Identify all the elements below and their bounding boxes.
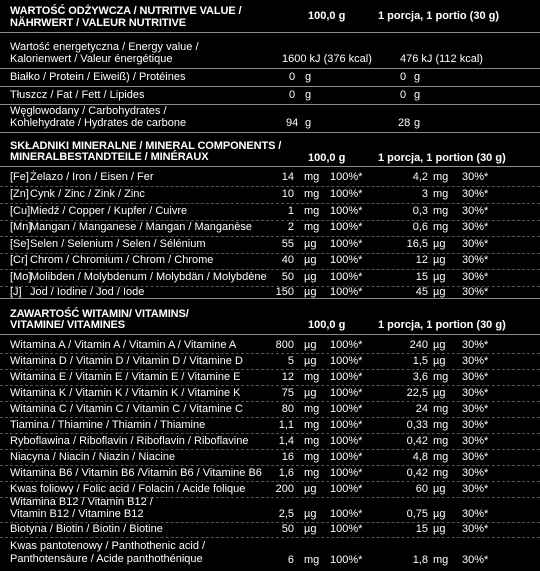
table-row xyxy=(0,253,540,268)
unit-100g: g xyxy=(305,89,312,101)
mineral-symbol: [J] xyxy=(10,286,22,298)
unit-100g: mg xyxy=(304,205,320,217)
unit-100g: g xyxy=(305,71,312,83)
percent-portion: 30%* xyxy=(462,221,489,233)
value-portion: 240 xyxy=(409,339,428,351)
table-row xyxy=(0,418,540,433)
unit-100g: µg xyxy=(304,355,317,367)
value-portion: 60 xyxy=(415,483,428,495)
unit-portion: mg xyxy=(433,435,449,447)
value-portion: 16,5 xyxy=(406,238,428,250)
percent-portion: 30%* xyxy=(462,371,489,383)
value-portion: 45 xyxy=(415,286,428,298)
table-row xyxy=(0,354,540,369)
unit-100g: mg xyxy=(304,419,320,431)
percent-100g: 100%* xyxy=(330,371,363,383)
vitamins-col-portion: 1 porcja, 1 portion (30 g) xyxy=(378,319,506,331)
unit-portion: mg xyxy=(433,467,449,479)
percent-100g: 100%* xyxy=(330,339,363,351)
unit-100g: µg xyxy=(304,483,317,495)
value-portion: 24 xyxy=(415,403,428,415)
value-100g: 80 xyxy=(281,403,294,415)
percent-100g: 100%* xyxy=(330,286,363,298)
table-row xyxy=(0,450,540,465)
value-100g: 50 xyxy=(281,523,294,535)
unit-portion: mg xyxy=(433,451,449,463)
unit-portion: mg xyxy=(433,554,449,566)
percent-portion: 30%* xyxy=(462,188,489,200)
table-row xyxy=(0,220,540,235)
percent-100g: 100%* xyxy=(330,508,363,520)
row-label: Chrom / Chromium / Chrom / Chrome xyxy=(30,254,214,266)
value-portion: 4,2 xyxy=(412,171,428,183)
unit-100g: mg xyxy=(304,435,320,447)
unit-portion: g xyxy=(414,89,421,101)
value-100g: 2,5 xyxy=(278,508,294,520)
value-100g: 55 xyxy=(281,238,294,250)
minerals-title-line1: SKŁADNIKI MINERALNE / MINERAL COMPONENTS / xyxy=(10,140,282,152)
row-label: Żelazo / Iron / Eisen / Fer xyxy=(30,171,154,183)
percent-portion: 30%* xyxy=(462,286,489,298)
table-row xyxy=(0,237,540,252)
percent-portion: 30%* xyxy=(462,554,489,566)
unit-portion: mg xyxy=(433,221,449,233)
mineral-symbol: [Cu] xyxy=(10,205,31,217)
divider xyxy=(0,86,540,87)
percent-portion: 30%* xyxy=(462,254,489,266)
value-portion: 4,8 xyxy=(412,451,428,463)
row-label: Witamina D / Vitamin D / Vitamin D / Vitamine D xyxy=(10,355,243,367)
percent-100g: 100%* xyxy=(330,419,363,431)
percent-100g: 100%* xyxy=(330,205,363,217)
unit-portion: g xyxy=(414,71,421,83)
value-100g: 1,6 xyxy=(278,467,294,479)
value-100g: 16 xyxy=(281,451,294,463)
unit-portion: mg xyxy=(433,205,449,217)
percent-portion: 30%* xyxy=(462,205,489,217)
row-label: Kwas foliowy / Folic acid / Folacin / Acide folique xyxy=(10,483,246,495)
table-row xyxy=(0,38,540,64)
unit-portion: mg xyxy=(433,188,449,200)
divider xyxy=(0,166,540,167)
divider xyxy=(0,334,540,335)
value-portion: 0,42 xyxy=(406,467,428,479)
value-100g: 200 xyxy=(275,483,294,495)
unit-portion: g xyxy=(414,117,421,129)
unit-100g: mg xyxy=(304,467,320,479)
value-portion: 0 xyxy=(400,89,407,101)
row-label: Kalorienwert / Valeur énergétique xyxy=(10,53,173,65)
unit-portion: µg xyxy=(433,286,446,298)
row-label: Witamina K / Vitamin K / Vitamin K / Vitamine K xyxy=(10,387,241,399)
unit-portion: mg xyxy=(433,419,449,431)
percent-100g: 100%* xyxy=(330,467,363,479)
value-100g: 1 xyxy=(287,205,294,217)
value-100g: 40 xyxy=(281,254,294,266)
table-row xyxy=(0,204,540,219)
value-portion: 1,5 xyxy=(412,355,428,367)
row-label: Biotyna / Biotin / Biotin / Biotine xyxy=(10,523,163,535)
value-100g: 0 xyxy=(289,71,296,83)
row-label: Miedź / Copper / Kupfer / Cuivre xyxy=(30,205,188,217)
percent-portion: 30%* xyxy=(462,387,489,399)
table-row xyxy=(0,270,540,285)
minerals-col-100g: 100,0 g xyxy=(308,152,346,164)
percent-100g: 100%* xyxy=(330,387,363,399)
unit-portion: µg xyxy=(433,339,446,351)
unit-portion: µg xyxy=(433,254,446,266)
unit-100g: mg xyxy=(304,403,320,415)
minerals-col-portion: 1 porcja, 1 portion (30 g) xyxy=(378,152,506,164)
value-portion: 1,8 xyxy=(412,554,428,566)
nutritive-col-portion: 1 porcja, 1 portio (30 g) xyxy=(378,10,500,22)
row-label: Selen / Selenium / Selen / Sélénium xyxy=(30,238,206,250)
unit-100g: µg xyxy=(304,238,317,250)
value-portion: 0,6 xyxy=(412,221,428,233)
table-row xyxy=(0,338,540,353)
vitamins-title-line2: VITAMINE/ VITAMINES xyxy=(10,319,126,331)
table-row xyxy=(0,370,540,385)
value-100g: 800 xyxy=(275,339,294,351)
table-row xyxy=(0,434,540,449)
table-row xyxy=(0,482,540,497)
percent-portion: 30%* xyxy=(462,451,489,463)
percent-portion: 30%* xyxy=(462,523,489,535)
unit-100g: µg xyxy=(304,271,317,283)
unit-portion: mg xyxy=(433,371,449,383)
value-portion: 3,6 xyxy=(412,371,428,383)
value-100g: 1600 kJ (376 kcal) xyxy=(282,53,372,65)
value-100g: 2 xyxy=(287,221,294,233)
value-100g: 1,4 xyxy=(278,435,294,447)
row-label: Kohlehydrate / Hydrates de carbone xyxy=(10,117,187,129)
row-label: Cynk / Zinc / Zink / Zinc xyxy=(30,188,145,200)
row-label: Molibden / Molybdenum / Molybdän / Molybdène xyxy=(30,271,267,283)
unit-100g: mg xyxy=(304,554,320,566)
table-row xyxy=(0,402,540,417)
nutritive-header xyxy=(0,2,540,28)
value-100g: 5 xyxy=(287,355,294,367)
value-portion: 22,5 xyxy=(406,387,428,399)
mineral-symbol: [Cr] xyxy=(10,254,28,266)
row-label: Białko / Protein / Eiweiß) / Protéines xyxy=(10,71,186,83)
percent-portion: 30%* xyxy=(462,271,489,283)
row-label: Węglowodany / Carbohydrates / xyxy=(10,105,167,117)
value-portion: 0,75 xyxy=(406,508,428,520)
percent-100g: 100%* xyxy=(330,435,363,447)
unit-portion: µg xyxy=(433,508,446,520)
unit-100g: g xyxy=(305,117,312,129)
divider xyxy=(0,68,540,69)
row-label: Witamina A / Vitamin A / Vitamin A / Vitamine A xyxy=(10,339,237,351)
value-portion: 12 xyxy=(415,254,428,266)
divider xyxy=(0,32,540,33)
value-100g: 0 xyxy=(289,89,296,101)
vitamins-col-100g: 100,0 g xyxy=(308,319,346,331)
minerals-title-line2: MINERALBESTANDTEILE / MINÉRAUX xyxy=(10,151,209,163)
value-portion: 476 kJ (112 kcal) xyxy=(400,53,483,65)
percent-100g: 100%* xyxy=(330,221,363,233)
unit-100g: µg xyxy=(304,523,317,535)
unit-portion: µg xyxy=(433,387,446,399)
value-100g: 10 xyxy=(281,188,294,200)
row-label: Jod / Iodine / Jod / Iode xyxy=(30,286,145,298)
unit-portion: µg xyxy=(433,355,446,367)
mineral-symbol: [Mn] xyxy=(10,221,32,233)
row-label: Vitamin B12 / Vitamine B12 xyxy=(10,508,144,520)
percent-portion: 30%* xyxy=(462,419,489,431)
value-portion: 0,33 xyxy=(406,419,428,431)
mineral-symbol: [Fe] xyxy=(10,171,29,183)
unit-portion: µg xyxy=(433,483,446,495)
unit-portion: µg xyxy=(433,523,446,535)
unit-portion: µg xyxy=(433,238,446,250)
unit-100g: µg xyxy=(304,286,317,298)
nutritive-title-line1: WARTOŚĆ ODŻYWCZA / NUTRITIVE VALUE / xyxy=(10,5,242,17)
row-label: Panthotensäure / Acide panthothénique xyxy=(10,553,203,565)
row-label: Witamina B6 / Vitamin B6 /Vitamin B6 / Vitamine B6 xyxy=(10,467,262,479)
percent-100g: 100%* xyxy=(330,554,363,566)
unit-100g: µg xyxy=(304,387,317,399)
row-label: Ryboflawina / Riboflavin / Riboflavin / Riboflavine xyxy=(10,435,249,447)
unit-100g: µg xyxy=(304,508,317,520)
minerals-header xyxy=(0,134,540,164)
row-label: Kwas pantotenowy / Panthothenic acid / xyxy=(10,540,206,552)
unit-100g: mg xyxy=(304,451,320,463)
percent-portion: 30%* xyxy=(462,339,489,351)
value-100g: 150 xyxy=(275,286,294,298)
percent-portion: 30%* xyxy=(462,403,489,415)
unit-portion: mg xyxy=(433,403,449,415)
percent-portion: 30%* xyxy=(462,508,489,520)
mineral-symbol: [Zn] xyxy=(10,188,29,200)
percent-100g: 100%* xyxy=(330,451,363,463)
percent-100g: 100%* xyxy=(330,238,363,250)
unit-100g: µg xyxy=(304,339,317,351)
percent-100g: 100%* xyxy=(330,271,363,283)
unit-100g: mg xyxy=(304,221,320,233)
value-100g: 6 xyxy=(287,554,294,566)
divider xyxy=(0,298,540,299)
value-100g: 75 xyxy=(281,387,294,399)
value-100g: 94 xyxy=(286,117,299,129)
row-label: Wartość energetyczna / Energy value / xyxy=(10,41,199,53)
row-label: Witamina B12 / Vitamin B12 / xyxy=(10,496,153,508)
percent-portion: 30%* xyxy=(462,238,489,250)
unit-portion: mg xyxy=(433,171,449,183)
row-label: Tłuszcz / Fat / Fett / Lipides xyxy=(10,89,145,101)
table-row xyxy=(0,104,540,130)
value-portion: 15 xyxy=(415,523,428,535)
unit-portion: µg xyxy=(433,271,446,283)
unit-100g: mg xyxy=(304,371,320,383)
percent-100g: 100%* xyxy=(330,254,363,266)
table-row xyxy=(0,88,540,103)
table-row xyxy=(0,522,540,537)
percent-100g: 100%* xyxy=(330,523,363,535)
percent-portion: 30%* xyxy=(462,171,489,183)
nutritive-col-100g: 100,0 g xyxy=(308,10,346,22)
mineral-symbol: [Se] xyxy=(10,238,30,250)
table-row xyxy=(0,70,540,85)
nutritive-title-line2: NÄHRWERT / VALEUR NUTRITIVE xyxy=(10,17,186,29)
vitamins-title-line1: ZAWARTOŚĆ WITAMIN/ VITAMINS/ xyxy=(10,308,189,320)
value-portion: 3 xyxy=(421,188,428,200)
percent-100g: 100%* xyxy=(330,355,363,367)
value-portion: 0,42 xyxy=(406,435,428,447)
value-portion: 15 xyxy=(415,271,428,283)
unit-100g: mg xyxy=(304,188,320,200)
row-label: Witamina C / Vitamin C / Vitamin C / Vitamine C xyxy=(10,403,243,415)
percent-100g: 100%* xyxy=(330,188,363,200)
percent-100g: 100%* xyxy=(330,483,363,495)
vitamins-header xyxy=(0,300,540,332)
value-100g: 50 xyxy=(281,271,294,283)
percent-100g: 100%* xyxy=(330,171,363,183)
percent-100g: 100%* xyxy=(330,403,363,415)
row-label: Witamina E / Vitamin E / Vitamin E / Vitamine E xyxy=(10,371,241,383)
value-portion: 0,3 xyxy=(412,205,428,217)
row-label: Mangan / Manganese / Mangan / Manganèse xyxy=(30,221,252,233)
table-row xyxy=(0,386,540,401)
row-label: Niacyna / Niacin / Niazin / Niacine xyxy=(10,451,176,463)
value-100g: 12 xyxy=(281,371,294,383)
value-portion: 28 xyxy=(398,117,411,129)
unit-100g: µg xyxy=(304,254,317,266)
row-label: Tiamina / Thiamine / Thiamin / Thiamine xyxy=(10,419,206,431)
value-100g: 14 xyxy=(281,171,294,183)
mineral-symbol: [Mo] xyxy=(10,271,32,283)
table-row xyxy=(0,496,540,522)
percent-portion: 30%* xyxy=(462,355,489,367)
unit-100g: mg xyxy=(304,171,320,183)
percent-portion: 30%* xyxy=(462,483,489,495)
table-row xyxy=(0,538,540,568)
table-row xyxy=(0,170,540,185)
divider xyxy=(0,132,540,133)
percent-portion: 30%* xyxy=(462,435,489,447)
table-row xyxy=(0,466,540,481)
value-portion: 0 xyxy=(400,71,407,83)
percent-portion: 30%* xyxy=(462,467,489,479)
table-row xyxy=(0,187,540,202)
value-100g: 1,1 xyxy=(278,419,294,431)
